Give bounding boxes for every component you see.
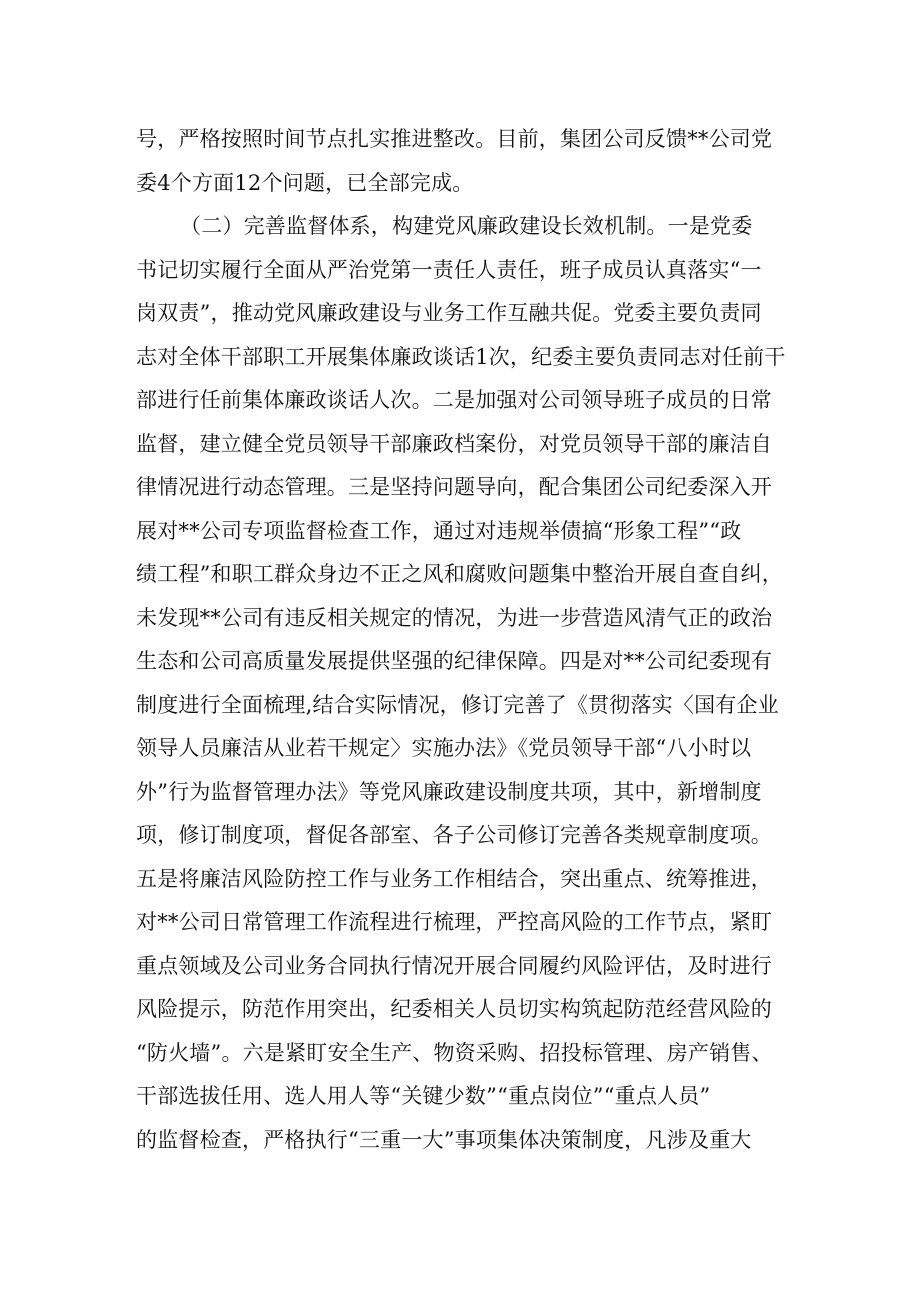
body-text — [136, 118, 796, 1162]
text-line: 监督，建立健全党员领导干部廉政档案份，对党员领导干部的廉洁自 — [136, 431, 772, 456]
text-line: 号，严格按照时间节点扎实推进整改。目前，集团公司反馈**公司党 — [136, 127, 773, 151]
text-line: 部进行任前集体廉政谈话人次。二是加强对公司领导班子成员的日常 — [136, 388, 772, 412]
text-line: 领导人员廉洁从业若干规定〉实施办法》《党员领导干部“八小时以 — [136, 736, 752, 760]
text-line: 志对全体干部职工开展集体廉政谈话1次，纪委主要负责同志对任前干 — [136, 344, 786, 369]
text-line: 风险提示，防范作用突出，纪委相关人员切实构筑起防范经营风险的 — [136, 997, 772, 1021]
text-line: 展对**公司专项监督检查工作，通过对违规举债搞“形象工程”“政 — [136, 518, 742, 543]
text-line: 五是将廉洁风险防控工作与业务工作相结合，突出重点、统筹推进， — [136, 866, 772, 891]
text-line: 岗双责”，推动党风廉政建设与业务工作互融共促。党委主要负责同 — [136, 301, 762, 325]
text-line: 委4个方面12个问题，已全部完成。 — [136, 170, 474, 195]
text-line: 对**公司日常管理工作流程进行梳理，严控高风险的工作节点，紧盯 — [136, 910, 773, 934]
text-line: 外”行为监督管理办法》等党风廉政建设制度共项，其中，新增制度 — [136, 779, 762, 804]
text-line: 书记切实履行全面从严治党第一责任人责任，班子成员认真落实“一 — [136, 257, 762, 282]
text-line: 制度进行全面梳理,结合实际情况，修订完善了《贯彻落实〈国有企业 — [136, 692, 779, 717]
text-line: 重点领域及公司业务合同执行情况开展合同履约风险评估，及时进行 — [136, 953, 772, 978]
text-line: 绩工程”和职工群众身边不正之风和腐败问题集中整治开展自查自纠， — [136, 562, 783, 586]
text-line: 未发现**公司有违反相关规定的情况，为进一步营造风清气正的政治 — [136, 605, 773, 630]
text-line: “防火墙”。六是紧盯安全生产、物资采购、招投标管理、房产销售、 — [136, 1040, 773, 1065]
section-heading-line: （二）完善监督体系，构建党风廉政建设长效机制。一是党委 — [180, 214, 753, 238]
text-line: 项，修订制度项，督促各部室、各子公司修订完善各类规章制度项。 — [136, 823, 772, 847]
text-line: 生态和公司高质量发展提供坚强的纪律保障。四是对**公司纪委现有 — [136, 649, 773, 673]
text-line: 律情况进行动态管理。三是坚持问题导向，配合集团公司纪委深入开 — [136, 475, 772, 499]
text-line: 的监督检查，严格执行“三重一大”事项集体决策制度，凡涉及重大 — [136, 1127, 752, 1152]
text-line: 干部选拔任用、选人用人等“关键少数”“重点岗位”“重点人员” — [136, 1084, 711, 1108]
